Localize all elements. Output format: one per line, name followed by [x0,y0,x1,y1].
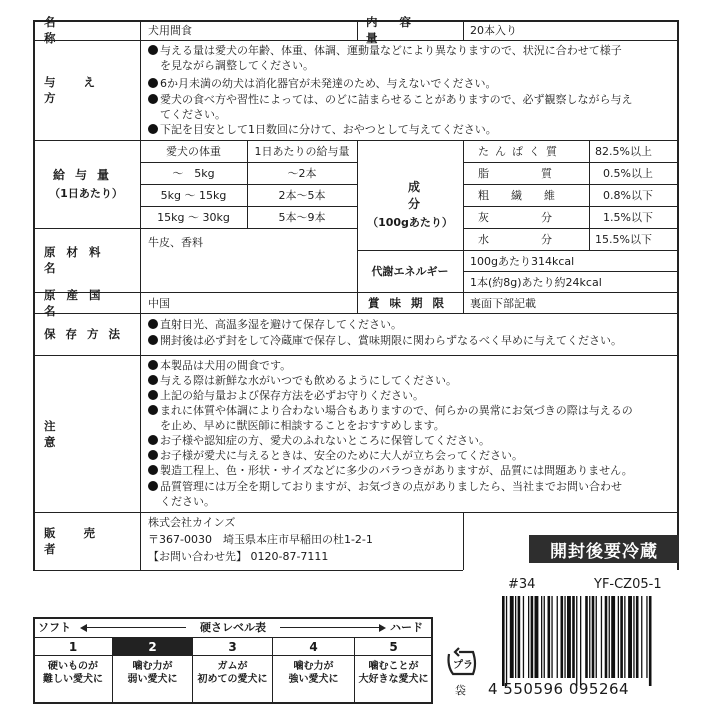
barcode-bar [510,596,514,678]
storage-line-2: 開封後は必ず封をして冷蔵庫で保存し、賞味期限に関わらずなるべく早めに与えてください。 [148,334,622,348]
product-number: #34 [508,577,536,592]
hardness-level-2-selected: 2 [113,638,192,655]
feeding-line-1: 与える量は愛犬の年齢、体重、体調、運動量などにより異なりますので、状況に合わせて様子 [148,44,622,58]
barcode-bar [557,596,558,678]
refrigerate-badge: 開封後要冷蔵 [529,535,679,563]
arrow-line-left [86,627,186,628]
hardness-desc-3: ガムが 初めての愛犬に [197,661,268,685]
hardness-desc-5: 噛むことが 大好きな愛犬に [358,661,429,685]
amount-label: 給与量 （1日あたり） [49,168,123,200]
notes-line-6: お子様や認知症の方、愛犬のふれないところに保管してください。 [148,434,490,448]
notes-line-1: 本製品は犬用の間食です。 [148,359,291,373]
barcode-bar [551,596,552,678]
hardness-level-3: 3 [228,639,237,654]
barcode-bar [502,596,505,686]
hardness-level-4: 4 [309,639,318,654]
amount-row-1-weight: 〜 5kg [172,167,215,180]
barcode-bar [611,596,615,678]
hardness-desc-4: 噛む力が 強い愛犬に [288,661,339,685]
component-name-2: 脂質 [478,167,604,180]
component-value-1: 82.5%以上 [595,145,652,158]
barcode-bar [531,596,534,678]
barcode-bar [589,596,590,678]
component-value-4: 1.5%以下 [603,211,653,224]
notes-line-2: 与える際は新鮮な水がいつでも飲めるようにしてください。 [148,374,457,388]
barcode-bar [518,596,521,678]
name-label: 名称 [44,15,104,45]
barcode-bar [528,596,529,678]
component-name-1: たんぱく質 [478,145,563,158]
barcode-bar [592,596,595,678]
barcode-bar [618,596,619,678]
origin-value: 中国 [148,296,170,310]
barcode-bar [515,596,516,678]
product-code: YF-CZ05-1 [594,577,662,592]
barcode-bar [628,596,632,678]
barcode-bar [506,596,507,686]
barcode-bar [580,596,581,686]
notes-label: 注意 [44,418,124,449]
expiry-label: 賞味期限 [368,295,454,310]
components-label: 成分 （100gあたり） [367,180,469,229]
name-value: 犬用間食 [148,24,192,37]
amount-row-2-daily: 2本〜5本 [278,189,326,202]
barcode-bar [564,596,565,678]
hardness-hard-label: ハード [390,621,423,634]
amount-row-1-daily: 〜2本 [287,167,317,180]
energy-label: 代謝エネルギー [371,265,449,278]
barcode-bar [636,596,639,678]
component-value-3: 0.8%以下 [603,189,653,202]
barcode-bar [601,596,602,678]
barcode-bar [646,596,647,678]
barcode-number: 4 550596 095264 [488,680,630,698]
feeding-line-6: 下記を目安として1日数回に分けて、おやつとして与えてください。 [148,123,497,137]
barcode-bar [548,596,551,678]
feeding-line-5: てください。 [160,108,226,121]
notes-line-7: お子様が愛犬に与えるときは、安全のために大人が立ち会ってください。 [148,449,523,463]
barcode-bar [572,596,575,678]
arrow-left-icon [80,624,87,632]
amount-row-2-weight: 5kg 〜 15kg [160,189,227,202]
barcode-bar [535,596,539,678]
content-label: 内容量 [366,15,433,45]
ingredients-label: 原材料名 [44,245,112,275]
barcode-bar [544,596,545,678]
recycle-plastic-icon [443,646,481,680]
barcode-bar [609,596,610,678]
hardness-desc-2: 噛む力が 弱い愛犬に [127,661,178,685]
notes-line-4: まれに体質や体調により合わない場合もありますので、何らかの異常にお気づきの際は与えるの [148,404,633,418]
seller-contact: 【お問い合わせ先】 0120-87-7111 [148,550,329,563]
hardness-desc-1: 硬いものが 難しい愛犬に [43,661,103,685]
energy-value-piece: 1本(約8g)あたり約24kcal [470,275,602,289]
barcode-bar [596,596,597,678]
barcode-bar [541,596,542,678]
amount-row-3-daily: 5本〜9本 [278,211,326,224]
storage-label: 保存方法 [44,327,130,341]
ingredients-value: 牛皮、香料 [148,236,203,249]
notes-line-10: ください。 [160,495,215,508]
barcode-bar [649,596,652,686]
barcode-bar [641,596,642,678]
energy-value-100g: 100gあたり314kcal [470,254,575,268]
component-name-3: 粗繊維 [478,189,577,202]
feeding-line-4: 愛犬の食べ方や習性によっては、のどに詰まらせることがありますので、必ず観察しながら与え [148,93,632,107]
hardness-level-1: 1 [68,639,78,654]
feeding-label: 与え方 [44,75,123,105]
feeding-line-2: を見ながら調整してください。 [160,59,314,72]
amount-header-daily: 1日あたりの給与量 [254,145,350,158]
arrow-right-icon [379,624,386,632]
hardness-soft-label: ソフト [38,621,71,634]
component-name-4: 灰分 [478,211,604,224]
barcode-bar [624,596,625,678]
barcode-bar [633,596,634,678]
hardness-title: 硬さレベル表 [200,621,266,634]
recycle-mark-text: プラ [453,660,473,671]
component-value-2: 0.5%以上 [603,167,653,180]
component-name-5: 水分 [478,233,604,246]
seller-name: 株式会社カインズ [148,516,236,529]
amount-row-3-weight: 15kg 〜 30kg [157,211,230,224]
content-value: 20本入り [470,24,517,37]
notes-line-5: を止め、早めに獣医師に相談することをおすすめします。 [160,419,445,432]
barcode-bar [576,596,577,686]
barcode-bar [561,596,564,678]
feeding-line-3: 6か月未満の幼犬は消化器官が未発達のため、与えないでください。 [148,77,497,91]
notes-line-9: 品質管理には万全を期しておりますが、お気づきの点がありましたら、当社までお問い合わせ [148,480,622,494]
barcode-bar [585,596,588,678]
notes-line-3: 上記の給与量および保存方法を必ずお守りください。 [148,389,424,403]
seller-address: 〒367-0030 埼玉県本庄市早稲田の杜1-2-1 [148,533,373,546]
storage-line-1: 直射日光、高温多湿を避けて保存してください。 [148,318,402,332]
hardness-level-5: 5 [389,639,398,654]
barcode [488,596,684,704]
barcode-bar [567,596,571,678]
notes-line-8: 製造工程上、色・形状・サイズなどに多少のバラつきがありますが、品質には問題ありません。 [148,464,633,478]
component-value-5: 15.5%以下 [595,233,652,246]
barcode-bar [620,596,623,678]
arrow-line-right [280,627,380,628]
amount-header-weight: 愛犬の体重 [166,145,221,158]
expiry-value: 裏面下部記載 [470,296,536,310]
barcode-bar [605,596,608,678]
seller-label: 販売者 [44,526,123,556]
recycle-label: 袋 [455,684,466,697]
barcode-bar [523,596,524,678]
origin-label: 原産国名 [44,287,112,318]
